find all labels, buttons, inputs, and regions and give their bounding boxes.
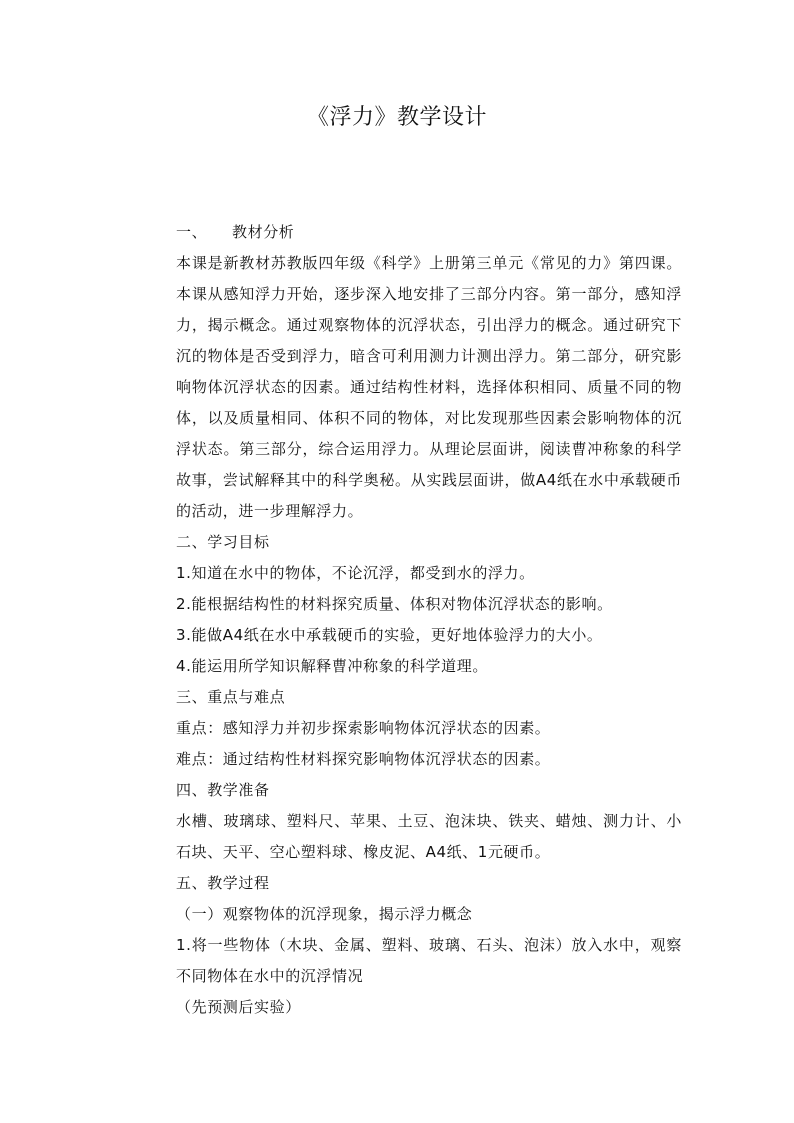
section-heading-key-points: 三、重点与难点	[176, 688, 286, 706]
teaching-process-step-1: 1.将一些物体（木块、金属、塑料、玻璃、石头、泡沫）放入水中，观察不同物体在水中的沉浮情况	[176, 936, 682, 985]
teaching-process-subheading: （一）观察物体的沉浮现象，揭示浮力概念	[176, 905, 473, 923]
difficult-point-text: 难点：通过结构性材料探究影响物体沉浮状态的因素。	[176, 750, 551, 768]
teaching-process-note: （先预测后实验）	[176, 998, 301, 1016]
objective-item-1: 1.知道在水中的物体，不论沉浮，都受到水的浮力。	[176, 564, 535, 582]
materials-list-paragraph: 水槽、玻璃球、塑料尺、苹果、土豆、泡沫块、铁夹、蜡烛、测力计、小石块、天平、空心塑料球、橡皮泥、A4纸、1元硬币。	[176, 812, 682, 861]
key-point-text: 重点：感知浮力并初步探索影响物体沉浮状态的因素。	[176, 719, 551, 737]
section-heading-textbook-analysis	[176, 217, 682, 248]
objective-item-4: 4.能运用所学知识解释曹冲称象的科学道理。	[176, 657, 488, 675]
objective-item-3: 3.能做A4纸在水中承载硬币的实验，更好地体验浮力的大小。	[176, 626, 603, 644]
section-heading-teaching-process: 五、教学过程	[176, 874, 270, 892]
section-number: 一、	[176, 223, 208, 241]
objective-item-2: 2.能根据结构性的材料探究质量、体积对物体沉浮状态的影响。	[176, 595, 613, 613]
textbook-analysis-paragraph: 本课是新教材苏教版四年级《科学》上册第三单元《常见的力》第四课。本课从感知浮力开始，逐步深入地安排了三部分内容。第一部分，感知浮力，揭示概念。通过观察物体的沉浮状态，引出浮力的概念。通过研究下沉的物体是否受到浮力，暗含可利用测力计测出浮力。第二部分，研究影响物体沉浮状态的因素。通过结构性材料，选择体积相同、质量不同的物体，以及质量相同、体积不同的物体，对比发现那些因素会影响物体的沉浮状态。第三部分，综合运用浮力。从理论层面讲，阅读曹冲称象的科学故事，尝试解释其中的科学奥秘。从实践层面讲，做A4纸在水中承载硬币的活动，进一步理解浮力。	[176, 254, 682, 520]
section-heading-label: 教材分析	[232, 223, 295, 241]
section-heading-learning-objectives: 二、学习目标	[176, 533, 270, 551]
document-title: 《浮力》教学设计	[306, 105, 487, 130]
document-body	[176, 217, 682, 1023]
section-heading-teaching-preparation: 四、教学准备	[176, 781, 270, 799]
